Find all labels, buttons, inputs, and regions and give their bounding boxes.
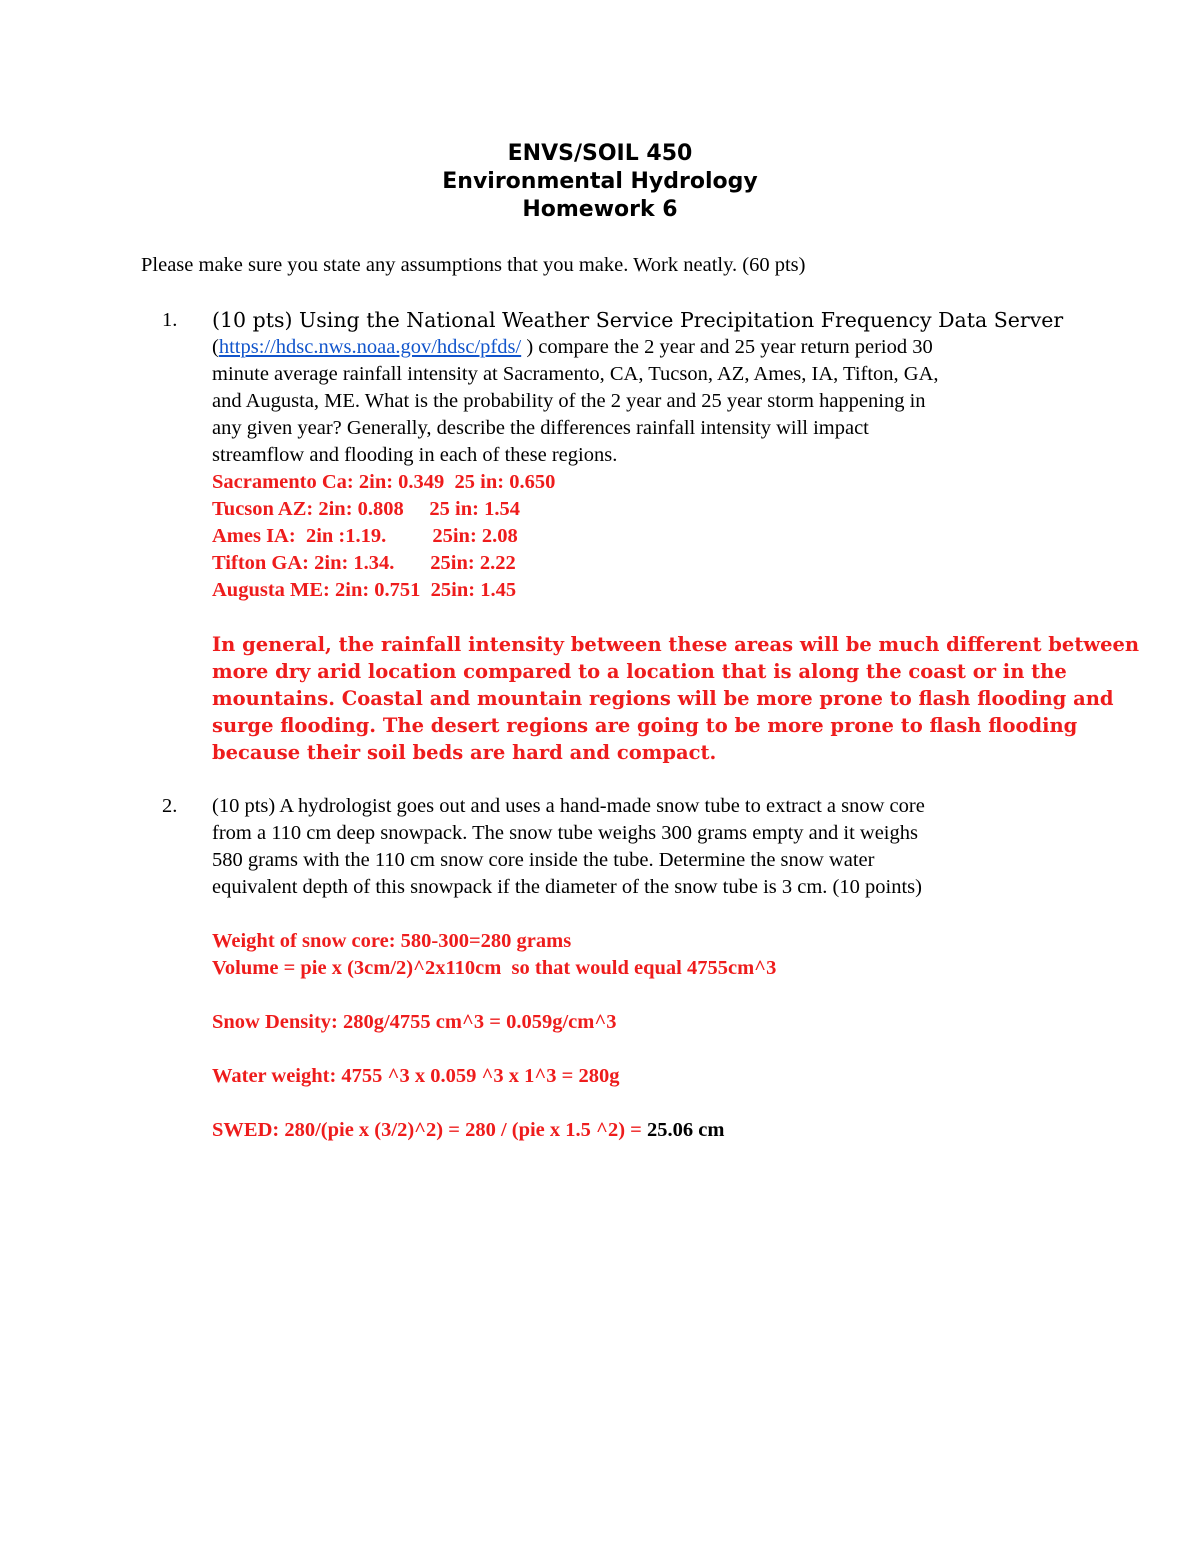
question-1-line: and Augusta, ME. What is the probability of the 2 year and 25 year storm happening in bbox=[212, 390, 926, 412]
pfds-link[interactable]: https://hdsc.nws.noaa.gov/hdsc/pfds/ bbox=[218, 336, 522, 358]
question-1-answers bbox=[212, 469, 1140, 766]
answer-sacramento: Sacramento Ca: 2in: 0.349 25 in: 0.650 bbox=[212, 471, 556, 493]
instructions: Please make sure you state any assumptions that you make. Work neatly. (60 pts) bbox=[141, 254, 806, 276]
question-1-line-rest: ) compare the 2 year and 25 year return period 30 bbox=[521, 336, 933, 358]
swed-result: 25.06 cm bbox=[646, 1119, 725, 1141]
question-1-line: streamflow and flooding in each of these regions. bbox=[212, 444, 618, 466]
discussion-line: because their soil beds are hard and compact. bbox=[212, 741, 717, 764]
question-2-answers bbox=[212, 928, 1072, 1144]
discussion-line: more dry arid location compared to a location that is along the coast or in the bbox=[212, 660, 1067, 683]
answer-density: Snow Density: 280g/4755 cm^3 = 0.059g/cm^3 bbox=[212, 1011, 617, 1033]
question-2-line: 580 grams with the 110 cm snow core inside the tube. Determine the snow water bbox=[212, 849, 875, 871]
answer-augusta: Augusta ME: 2in: 0.751 25in: 1.45 bbox=[212, 579, 517, 601]
question-2 bbox=[212, 793, 1072, 1144]
answer-ames: Ames IA: 2in :1.19. 25in: 2.08 bbox=[212, 525, 518, 547]
answer-weight: Weight of snow core: 580-300=280 grams bbox=[212, 930, 572, 952]
question-1-number: 1. bbox=[162, 309, 178, 331]
question-2-line: from a 110 cm deep snowpack. The snow tube weighs 300 grams empty and it weighs bbox=[212, 822, 918, 844]
answer-tucson: Tucson AZ: 2in: 0.808 25 in: 1.54 bbox=[212, 498, 520, 520]
answer-water-weight: Water weight: 4755 ^3 x 0.059 ^3 x 1^3 = 280g bbox=[212, 1065, 620, 1087]
question-1-line: any given year? Generally, describe the differences rainfall intensity will impact bbox=[212, 417, 869, 439]
question-2-number: 2. bbox=[162, 795, 178, 817]
discussion-line: surge flooding. The desert regions are going to be more prone to flash flooding bbox=[212, 714, 1078, 737]
question-1-line: (10 pts) Using the National Weather Service Precipitation Frequency Data Server bbox=[212, 308, 1064, 332]
answer-swed bbox=[212, 1117, 1072, 1144]
question-2-line: (10 pts) A hydrologist goes out and uses a hand-made snow tube to extract a snow core bbox=[212, 795, 925, 817]
swed-formula: SWED: 280/(pie x (3/2)^2) = 280 / (pie x 1.5 ^2) = bbox=[212, 1119, 647, 1141]
discussion-line: mountains. Coastal and mountain regions will be more prone to flash flooding and bbox=[212, 687, 1114, 710]
course-title: Environmental Hydrology bbox=[442, 169, 758, 194]
course-code: ENVS/SOIL 450 bbox=[507, 141, 693, 166]
document-header bbox=[0, 140, 1200, 224]
question-1-line: minute average rainfall intensity at Sacramento, CA, Tucson, AZ, Ames, IA, Tifton, GA, bbox=[212, 363, 939, 385]
answer-volume: Volume = pie x (3cm/2)^2x110cm so that would equal 4755cm^3 bbox=[212, 957, 777, 979]
question-1 bbox=[212, 307, 1140, 766]
assignment-title: Homework 6 bbox=[522, 197, 678, 222]
answer-tifton: Tifton GA: 2in: 1.34. 25in: 2.22 bbox=[212, 552, 516, 574]
discussion-line: In general, the rainfall intensity between these areas will be much different between bbox=[212, 633, 1140, 656]
question-1-line bbox=[212, 334, 1072, 361]
question-2-line: equivalent depth of this snowpack if the diameter of the snow tube is 3 cm. (10 points) bbox=[212, 876, 922, 898]
paren: ( bbox=[212, 336, 219, 358]
